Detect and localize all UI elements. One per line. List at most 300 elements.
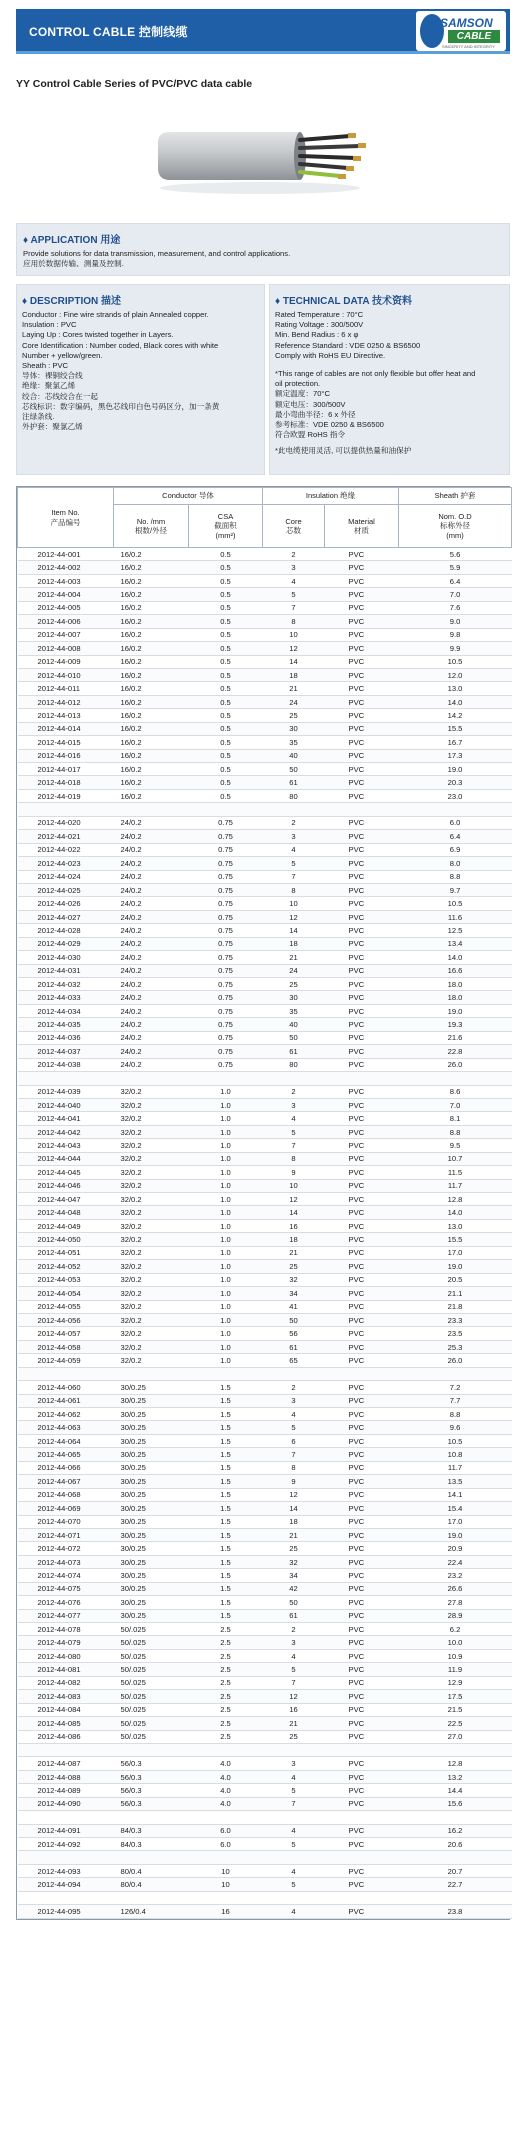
strand-cell: 32/0.2 [114,1260,189,1273]
table-row [18,574,512,587]
core-cell: 5 [263,1838,325,1851]
od-cell: 14.4 [399,1784,512,1797]
od-cell: 10.9 [399,1649,512,1662]
item-no-cell: 2012-44-050 [18,1233,114,1246]
technical-line: oil protection. [275,379,321,389]
header-conductor: Conductor 导体 [114,488,263,505]
strand-cell: 24/0.2 [114,843,189,856]
material-cell: PVC [325,1838,399,1851]
core-cell: 9 [263,1166,325,1179]
core-cell: 16 [263,1703,325,1716]
item-no-cell: 2012-44-057 [18,1327,114,1340]
core-cell: 5 [263,1421,325,1434]
material-cell: PVC [325,1569,399,1582]
header-csa-en: CSA [217,511,234,521]
material-cell: PVC [325,722,399,735]
od-cell: 20.9 [399,1542,512,1555]
item-no-cell: 2012-44-001 [18,548,114,561]
material-cell: PVC [325,628,399,641]
table-row [18,1340,512,1353]
od-cell: 19.0 [399,763,512,776]
item-no-cell: 2012-44-084 [18,1703,114,1716]
od-cell: 28.9 [399,1609,512,1622]
od-cell: 16.7 [399,736,512,749]
csa-cell: 0.75 [189,883,263,896]
item-no-cell: 2012-44-058 [18,1340,114,1353]
material-cell: PVC [325,910,399,923]
spacer-cell [18,1851,512,1864]
od-cell: 12.0 [399,668,512,681]
od-cell: 14.0 [399,1206,512,1219]
item-no-cell: 2012-44-023 [18,857,114,870]
spacer-cell [18,1072,512,1085]
item-no-cell: 2012-44-093 [18,1864,114,1877]
strand-cell: 50/.025 [114,1663,189,1676]
table-row [18,1300,512,1313]
header-csa-unit: (mm²) [215,530,236,540]
item-no-cell: 2012-44-035 [18,1018,114,1031]
csa-cell: 1.0 [189,1152,263,1165]
application-line: Provide solutions for data transmission, measurement, and control applications. [23,249,291,258]
strand-cell: 24/0.2 [114,897,189,910]
csa-cell: 1.0 [189,1233,263,1246]
od-cell: 19.0 [399,1528,512,1541]
technical-line: 符合欧盟 RoHS 指令 [275,430,346,440]
csa-cell: 0.75 [189,924,263,937]
item-no-cell: 2012-44-060 [18,1381,114,1394]
strand-cell: 24/0.2 [114,937,189,950]
material-cell: PVC [325,1649,399,1662]
strand-cell: 56/0.3 [114,1757,189,1770]
csa-cell: 2.5 [189,1636,263,1649]
item-no-cell: 2012-44-089 [18,1784,114,1797]
od-cell: 20.6 [399,1838,512,1851]
table-row [18,749,512,762]
item-no-cell: 2012-44-094 [18,1878,114,1891]
item-no-cell: 2012-44-056 [18,1313,114,1326]
csa-cell: 1.0 [189,1246,263,1259]
table-row [18,1031,512,1044]
csa-cell: 10 [189,1878,263,1891]
table-row [18,1649,512,1662]
table-spacer-row [18,1811,512,1824]
csa-cell: 1.0 [189,1085,263,1098]
strand-cell: 24/0.2 [114,1018,189,1031]
item-no-cell: 2012-44-080 [18,1649,114,1662]
table-row [18,924,512,937]
item-no-cell: 2012-44-025 [18,883,114,896]
od-cell: 12.5 [399,924,512,937]
table-row [18,1058,512,1071]
csa-cell: 1.0 [189,1125,263,1138]
strand-cell: 16/0.2 [114,628,189,641]
header-material-en: Material [348,516,375,526]
csa-cell: 0.75 [189,843,263,856]
core-cell: 61 [263,1045,325,1058]
strand-cell: 50/.025 [114,1690,189,1703]
od-cell: 17.0 [399,1246,512,1259]
csa-cell: 0.75 [189,1018,263,1031]
strand-cell: 32/0.2 [114,1219,189,1232]
strand-cell: 30/0.25 [114,1502,189,1515]
od-cell: 8.1 [399,1112,512,1125]
strand-cell: 32/0.2 [114,1179,189,1192]
table-row [18,1797,512,1810]
item-no-cell: 2012-44-042 [18,1125,114,1138]
description-line: Insulation : PVC [22,320,77,330]
table-row [18,695,512,708]
item-no-cell: 2012-44-063 [18,1421,114,1434]
table-spacer-row [18,1891,512,1904]
header-od [399,505,512,548]
csa-cell: 0.5 [189,588,263,601]
strand-cell: 16/0.2 [114,695,189,708]
core-cell: 4 [263,1824,325,1837]
header-csa-cn: 截面积 [214,521,237,531]
core-cell: 3 [263,1098,325,1111]
csa-cell: 0.75 [189,870,263,883]
od-cell: 14.2 [399,709,512,722]
table-row [18,1636,512,1649]
strand-cell: 30/0.25 [114,1609,189,1622]
table-spacer-row [18,1743,512,1756]
item-no-cell: 2012-44-016 [18,749,114,762]
strand-cell: 30/0.25 [114,1394,189,1407]
strand-cell: 24/0.2 [114,1031,189,1044]
technical-line: 额定温度：70°C [275,389,330,399]
description-line: 导体：裸铜绞合线 [22,371,83,381]
csa-cell: 1.5 [189,1434,263,1447]
csa-cell: 1.0 [189,1139,263,1152]
od-cell: 27.8 [399,1596,512,1609]
strand-cell: 16/0.2 [114,789,189,802]
description-line: 绞合：芯线绞合在一起 [22,391,98,401]
material-cell: PVC [325,1233,399,1246]
core-cell: 16 [263,1219,325,1232]
table-row [18,1125,512,1138]
description-line: Number + yellow/green. [22,350,103,360]
material-cell: PVC [325,1542,399,1555]
od-cell: 10.5 [399,655,512,668]
strand-cell: 32/0.2 [114,1152,189,1165]
core-cell: 7 [263,870,325,883]
item-no-cell: 2012-44-053 [18,1273,114,1286]
header-sheath: Sheath 护套 [399,488,512,505]
csa-cell: 1.0 [189,1112,263,1125]
material-cell: PVC [325,642,399,655]
material-cell: PVC [325,1676,399,1689]
od-cell: 22.5 [399,1717,512,1730]
strand-cell: 24/0.2 [114,924,189,937]
table-row [18,1313,512,1326]
od-cell: 25.3 [399,1340,512,1353]
csa-cell: 0.5 [189,601,263,614]
item-no-cell: 2012-44-091 [18,1824,114,1837]
samson-cable-logo [416,11,506,51]
material-cell: PVC [325,1502,399,1515]
table-row [18,561,512,574]
od-cell: 23.5 [399,1327,512,1340]
strand-cell: 56/0.3 [114,1770,189,1783]
spec-table-container [16,486,510,1920]
csa-cell: 0.75 [189,964,263,977]
technical-line: Rated Temperature : 70°C [275,310,364,319]
od-cell: 21.8 [399,1300,512,1313]
table-row [18,910,512,923]
item-no-cell: 2012-44-092 [18,1838,114,1851]
item-no-cell: 2012-44-019 [18,789,114,802]
material-cell: PVC [325,1448,399,1461]
csa-cell: 1.5 [189,1582,263,1595]
item-no-cell: 2012-44-027 [18,910,114,923]
material-cell: PVC [325,1219,399,1232]
csa-cell: 1.0 [189,1300,263,1313]
csa-cell: 0.5 [189,763,263,776]
application-body [23,249,503,269]
csa-cell: 6.0 [189,1838,263,1851]
material-cell: PVC [325,1596,399,1609]
od-cell: 26.0 [399,1354,512,1367]
table-row [18,1139,512,1152]
csa-cell: 1.0 [189,1313,263,1326]
core-cell: 21 [263,682,325,695]
material-cell: PVC [325,1784,399,1797]
strand-cell: 32/0.2 [114,1313,189,1326]
strand-cell: 24/0.2 [114,910,189,923]
csa-cell: 1.0 [189,1219,263,1232]
material-cell: PVC [325,1663,399,1676]
item-no-cell: 2012-44-066 [18,1461,114,1474]
csa-cell: 4.0 [189,1784,263,1797]
strand-cell: 32/0.2 [114,1300,189,1313]
table-spacer-row [18,1851,512,1864]
core-cell: 42 [263,1582,325,1595]
csa-cell: 0.75 [189,1045,263,1058]
material-cell: PVC [325,1031,399,1044]
strand-cell: 32/0.2 [114,1193,189,1206]
core-cell: 80 [263,789,325,802]
core-cell: 4 [263,1649,325,1662]
item-no-cell: 2012-44-034 [18,1004,114,1017]
description-line: Laying Up : Cores twisted together in Layers. [22,330,174,340]
table-row [18,789,512,802]
material-cell: PVC [325,1273,399,1286]
core-cell: 32 [263,1273,325,1286]
core-cell: 65 [263,1354,325,1367]
table-row [18,1690,512,1703]
core-cell: 40 [263,749,325,762]
strand-cell: 30/0.25 [114,1434,189,1447]
material-cell: PVC [325,1313,399,1326]
core-cell: 4 [263,1112,325,1125]
item-no-cell: 2012-44-077 [18,1609,114,1622]
core-cell: 14 [263,1206,325,1219]
table-row [18,1394,512,1407]
item-no-cell: 2012-44-008 [18,642,114,655]
csa-cell: 1.5 [189,1381,263,1394]
csa-cell: 2.5 [189,1717,263,1730]
item-no-cell: 2012-44-024 [18,870,114,883]
core-cell: 9 [263,1475,325,1488]
material-cell: PVC [325,709,399,722]
strand-cell: 30/0.25 [114,1555,189,1568]
material-cell: PVC [325,1636,399,1649]
od-cell: 16.6 [399,964,512,977]
technical-line: 最小弯曲半径：6 x 外径 [275,409,356,419]
table-row [18,1354,512,1367]
table-row [18,1018,512,1031]
csa-cell: 1.0 [189,1354,263,1367]
material-cell: PVC [325,1139,399,1152]
item-no-cell: 2012-44-032 [18,978,114,991]
core-cell: 14 [263,1502,325,1515]
core-cell: 6 [263,1434,325,1447]
table-spacer-row [18,803,512,816]
table-spacer-row [18,1367,512,1380]
strand-cell: 32/0.2 [114,1125,189,1138]
csa-cell: 4.0 [189,1797,263,1810]
core-cell: 21 [263,1528,325,1541]
table-row [18,937,512,950]
od-cell: 17.5 [399,1690,512,1703]
logo-cable-text: CABLE [448,30,500,43]
od-cell: 12.8 [399,1193,512,1206]
od-cell: 8.6 [399,1085,512,1098]
strand-cell: 32/0.2 [114,1166,189,1179]
header-no-mm-en: No. /mm [136,516,166,526]
item-no-cell: 2012-44-021 [18,830,114,843]
core-cell: 12 [263,1488,325,1501]
od-cell: 14.0 [399,951,512,964]
table-row [18,1528,512,1541]
material-cell: PVC [325,1609,399,1622]
strand-cell: 24/0.2 [114,991,189,1004]
core-cell: 2 [263,1623,325,1636]
table-row [18,1864,512,1877]
table-row [18,1582,512,1595]
item-no-cell: 2012-44-068 [18,1488,114,1501]
core-cell: 61 [263,776,325,789]
csa-cell: 0.5 [189,668,263,681]
item-no-cell: 2012-44-006 [18,615,114,628]
item-no-cell: 2012-44-073 [18,1555,114,1568]
od-cell: 27.0 [399,1730,512,1743]
table-row [18,548,512,561]
material-cell: PVC [325,1327,399,1340]
item-no-cell: 2012-44-028 [18,924,114,937]
csa-cell: 16 [189,1905,263,1918]
table-row [18,978,512,991]
od-cell: 13.5 [399,1475,512,1488]
core-cell: 3 [263,830,325,843]
core-cell: 50 [263,1596,325,1609]
table-row [18,655,512,668]
material-cell: PVC [325,1434,399,1447]
table-row [18,991,512,1004]
table-row [18,682,512,695]
item-no-cell: 2012-44-086 [18,1730,114,1743]
table-row [18,1246,512,1259]
material-cell: PVC [325,1354,399,1367]
description-line: Sheath : PVC [22,361,69,371]
item-no-cell: 2012-44-031 [18,964,114,977]
core-cell: 32 [263,1555,325,1568]
material-cell: PVC [325,561,399,574]
table-row [18,1219,512,1232]
od-cell: 5.9 [399,561,512,574]
material-cell: PVC [325,1098,399,1111]
application-heading: ♦ APPLICATION 用途 [23,235,121,246]
page-header [16,9,510,54]
core-cell: 14 [263,655,325,668]
item-no-cell: 2012-44-069 [18,1502,114,1515]
item-no-cell: 2012-44-065 [18,1448,114,1461]
csa-cell: 0.5 [189,574,263,587]
core-cell: 35 [263,736,325,749]
csa-cell: 2.5 [189,1676,263,1689]
strand-cell: 50/.025 [114,1703,189,1716]
item-no-cell: 2012-44-011 [18,682,114,695]
material-cell: PVC [325,1246,399,1259]
core-cell: 7 [263,1797,325,1810]
core-cell: 24 [263,695,325,708]
item-no-cell: 2012-44-040 [18,1098,114,1111]
csa-cell: 1.0 [189,1287,263,1300]
table-row [18,601,512,614]
item-no-cell: 2012-44-088 [18,1770,114,1783]
strand-cell: 30/0.25 [114,1596,189,1609]
material-cell: PVC [325,1193,399,1206]
strand-cell: 30/0.25 [114,1569,189,1582]
material-cell: PVC [325,1905,399,1918]
material-cell: PVC [325,937,399,950]
material-cell: PVC [325,1004,399,1017]
csa-cell: 0.5 [189,709,263,722]
strand-cell: 50/.025 [114,1623,189,1636]
od-cell: 7.2 [399,1381,512,1394]
item-no-cell: 2012-44-055 [18,1300,114,1313]
core-cell: 41 [263,1300,325,1313]
table-row [18,1569,512,1582]
csa-cell: 0.75 [189,978,263,991]
od-cell: 23.2 [399,1569,512,1582]
table-row [18,1824,512,1837]
table-row [18,1596,512,1609]
technical-data-heading: ♦ TECHNICAL DATA 技术资料 [275,296,412,307]
material-cell: PVC [325,1408,399,1421]
strand-cell: 16/0.2 [114,736,189,749]
core-cell: 3 [263,1757,325,1770]
header-od-unit: (mm) [446,530,464,540]
item-no-cell: 2012-44-079 [18,1636,114,1649]
strand-cell: 24/0.2 [114,883,189,896]
item-no-cell: 2012-44-083 [18,1690,114,1703]
spec-table-body [18,548,512,1919]
od-cell: 20.7 [399,1864,512,1877]
csa-cell: 2.5 [189,1703,263,1716]
od-cell: 13.2 [399,1770,512,1783]
item-no-cell: 2012-44-059 [18,1354,114,1367]
item-no-cell: 2012-44-017 [18,763,114,776]
core-cell: 3 [263,1636,325,1649]
material-cell: PVC [325,857,399,870]
item-no-cell: 2012-44-038 [18,1058,114,1071]
csa-cell: 0.75 [189,1031,263,1044]
csa-cell: 6.0 [189,1824,263,1837]
od-cell: 11.6 [399,910,512,923]
item-no-cell: 2012-44-046 [18,1179,114,1192]
od-cell: 10.5 [399,897,512,910]
